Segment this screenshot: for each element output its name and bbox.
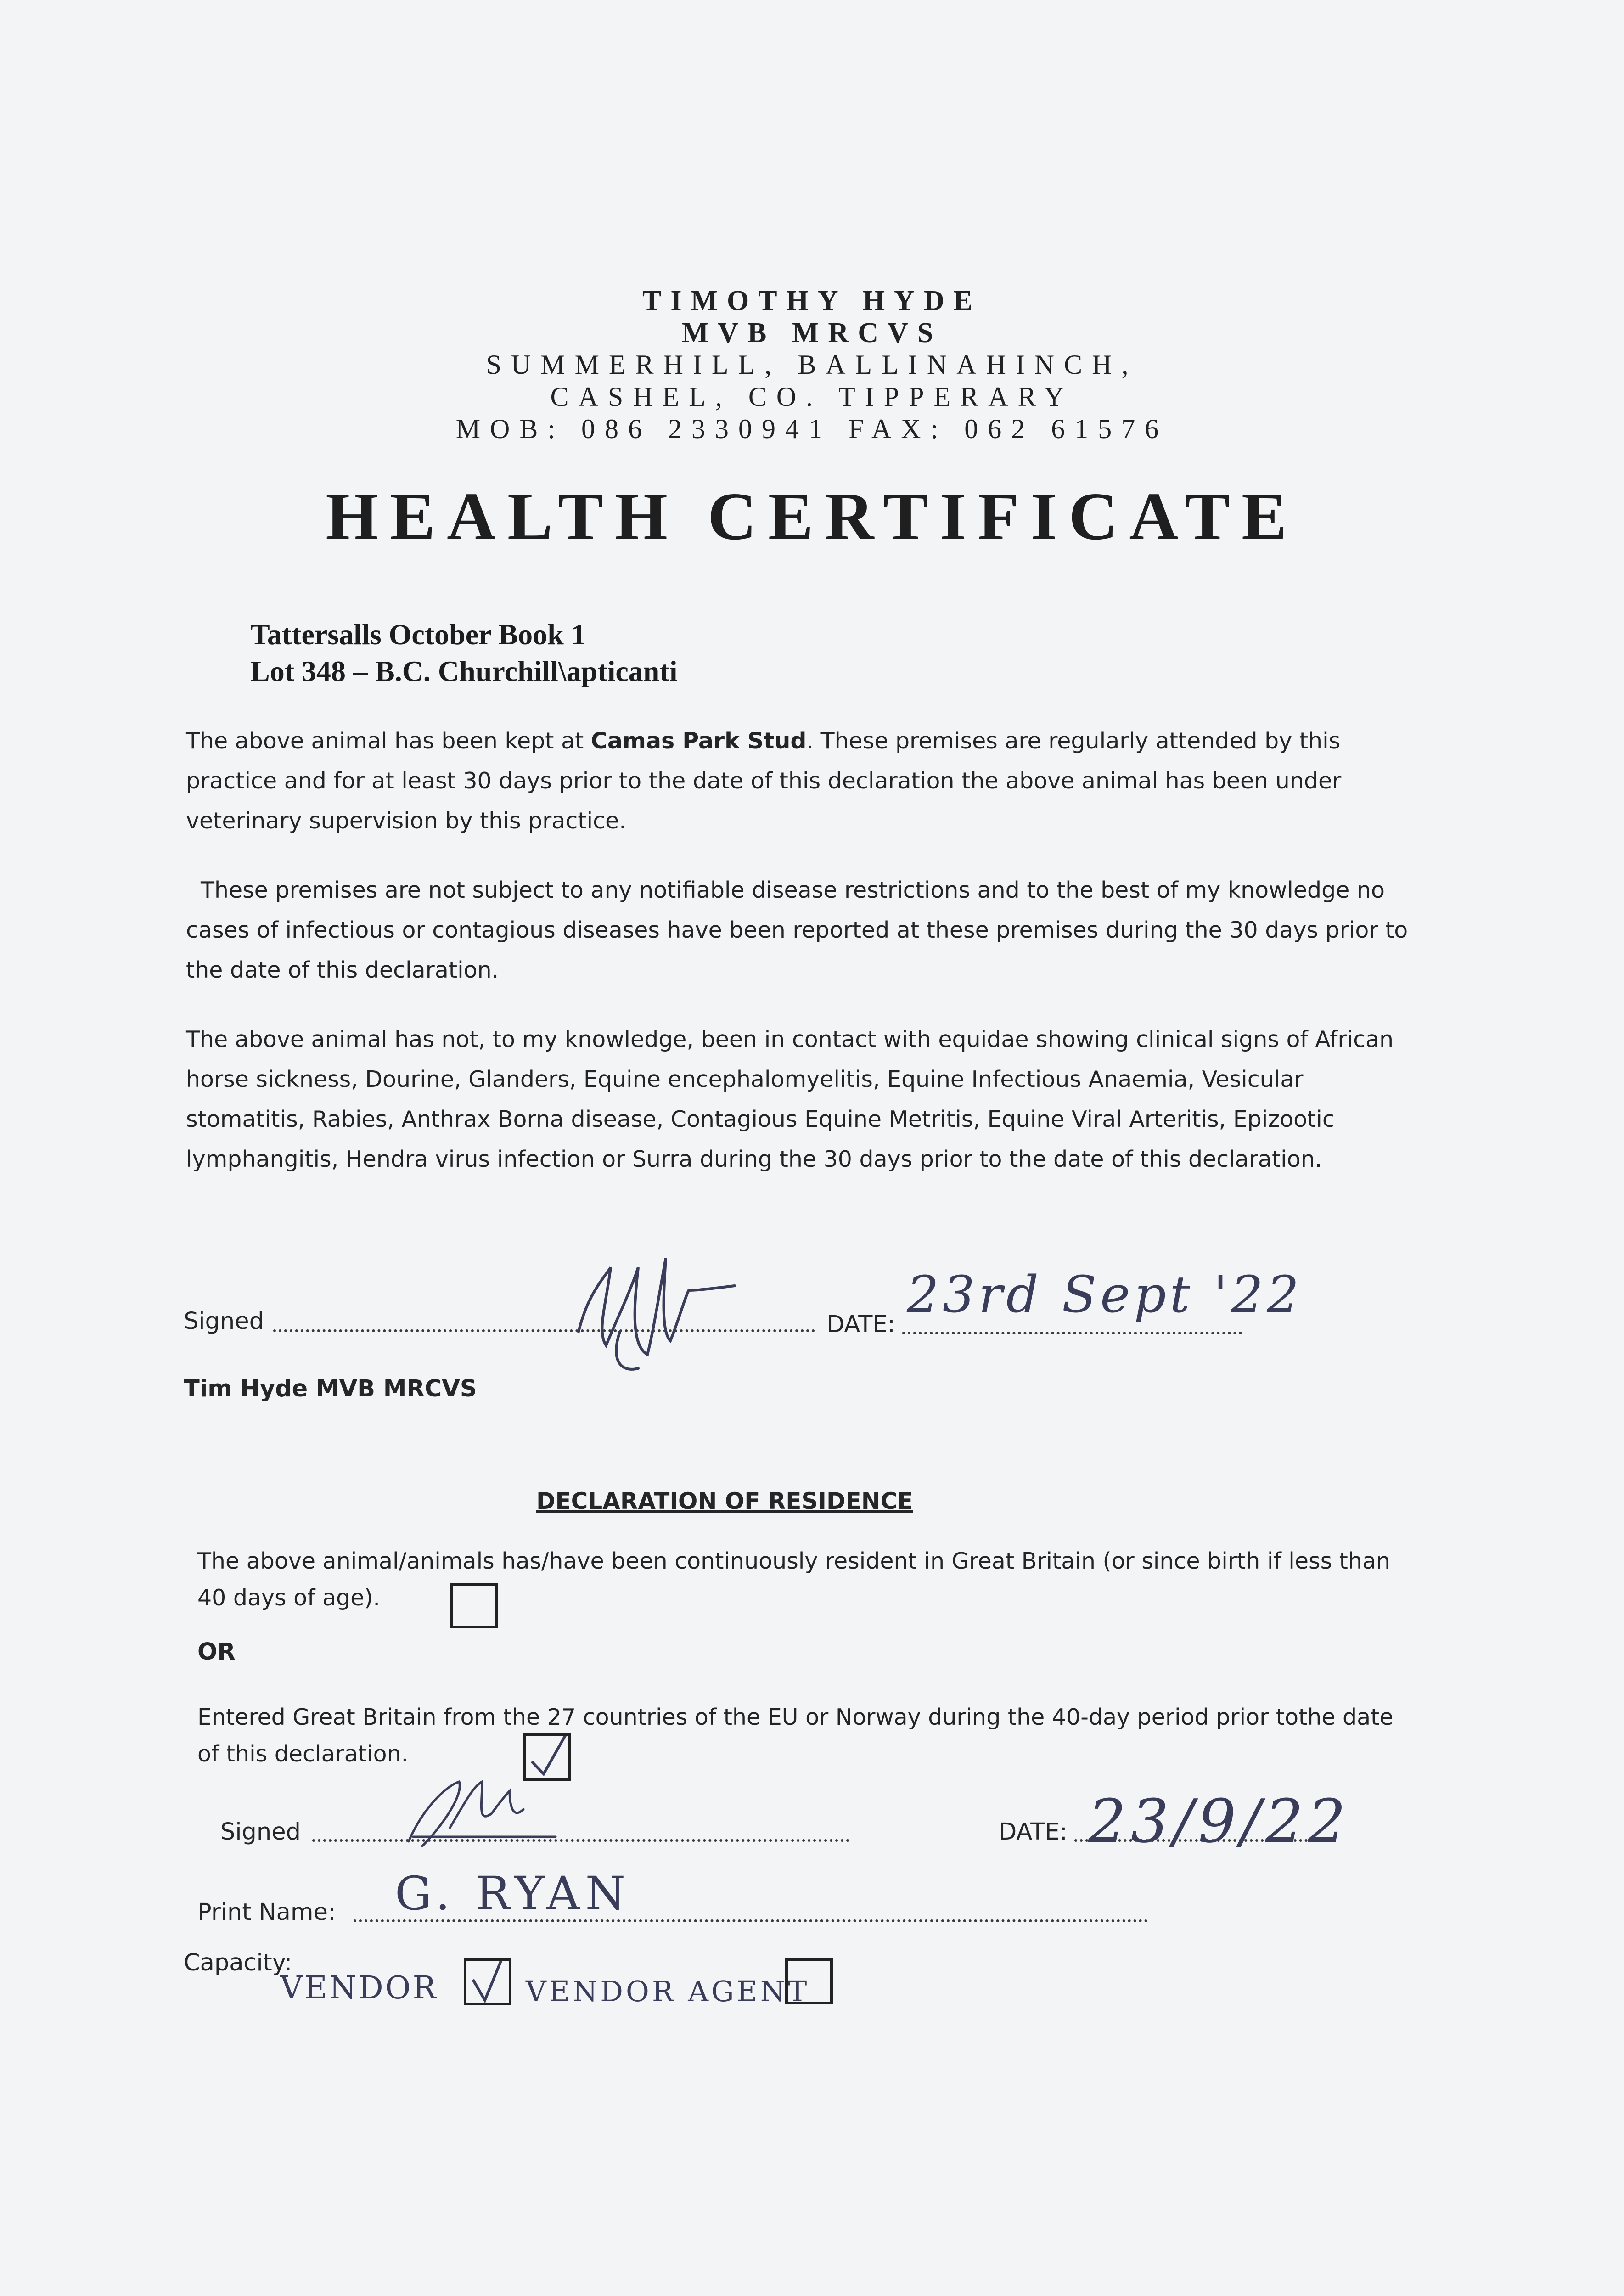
vendor-signature-line: [312, 1839, 849, 1842]
or-label: OR: [197, 1638, 236, 1666]
vet-signed-label: Signed: [184, 1308, 264, 1335]
lot-description: Lot 348 – B.C. Churchill\apticanti: [250, 655, 678, 687]
capacity-agent-label: VENDOR AGENT: [526, 1975, 810, 2008]
capacity-vendor-checkbox[interactable]: [464, 1958, 511, 2005]
residence-option-1: The above animal/animals has/have been continuously resident in Great Britain (or since birth if less than 40 days of age).: [197, 1548, 1391, 1611]
vet-date-line: [902, 1332, 1242, 1334]
page-title: HEALTH CERTIFICATE: [326, 479, 1298, 554]
premises-paragraph: [186, 721, 1426, 841]
vet-qualifications: MVB MRCVS: [681, 317, 943, 349]
contact-numbers: MOB: 086 2330941 FAX: 062 61576: [455, 414, 1169, 444]
vendor-signature-mark: [395, 1768, 560, 1860]
vendor-date-handwritten: 23/9/22: [1088, 1786, 1351, 1856]
stud-name: Camas Park Stud: [590, 728, 807, 754]
vendor-signed-label: Signed: [220, 1818, 301, 1846]
sale-name: Tattersalls October Book 1: [250, 618, 586, 651]
premises-text-start: The above animal has been kept at: [186, 728, 591, 754]
print-name-handwritten: G. RYAN: [395, 1867, 631, 1920]
premises-text-end: . These premises are regularly attended by this practice and for at least 30 days prior to the date of this declaration the above animal has been under veterinary supervision by this practice.: [186, 728, 1342, 834]
vet-date-label: DATE:: [826, 1311, 895, 1338]
print-name-label: Print Name:: [197, 1899, 336, 1926]
disease-restrictions-paragraph: These premises are not subject to any notifiable disease restrictions and to the best of my knowledge no cases of infectious or contagious diseases have been reported at these premises during the 30 days prior to the date of this declaration.: [186, 877, 1408, 983]
capacity-label: Capacity:: [184, 1949, 292, 1976]
vet-name: TIMOTHY HYDE: [642, 285, 982, 316]
address-line-1: SUMMERHILL, BALLINAHINCH,: [486, 349, 1138, 380]
capacity-agent-checkbox[interactable]: [785, 1958, 833, 2004]
vet-signature-mark: [551, 1240, 744, 1378]
vet-signatory: Tim Hyde MVB MRCVS: [184, 1375, 477, 1402]
equidae-contact-paragraph: The above animal has not, to my knowledge, been in contact with equidae showing clinical signs of African horse sickness, Dourine, Glanders, Equine encephalomyelitis, Equine Infectious Anaemia, Vesicular stomatitis, Rabies, Anthrax Borna disease, Contagious Equine Metritis, Equine Viral Arteritis, Epizootic lymphangitis, Hendra virus infection or Surra during the 30 days prior to the date of this declaration.: [186, 1026, 1394, 1172]
capacity-vendor-label: VENDOR: [280, 1970, 438, 2006]
residence-option-1-checkbox[interactable]: [450, 1583, 498, 1628]
vendor-date-label: DATE:: [999, 1818, 1068, 1846]
residence-heading: DECLARATION OF RESIDENCE: [536, 1488, 913, 1514]
address-line-2: CASHEL, CO. TIPPERARY: [550, 382, 1074, 412]
residence-option-2: Entered Great Britain from the 27 countries of the EU or Norway during the 40-day period prior tothe date of this declaration.: [197, 1704, 1394, 1767]
vet-date-handwritten: 23rd Sept '22: [907, 1265, 1303, 1324]
checkmark-icon: [466, 1961, 509, 2003]
